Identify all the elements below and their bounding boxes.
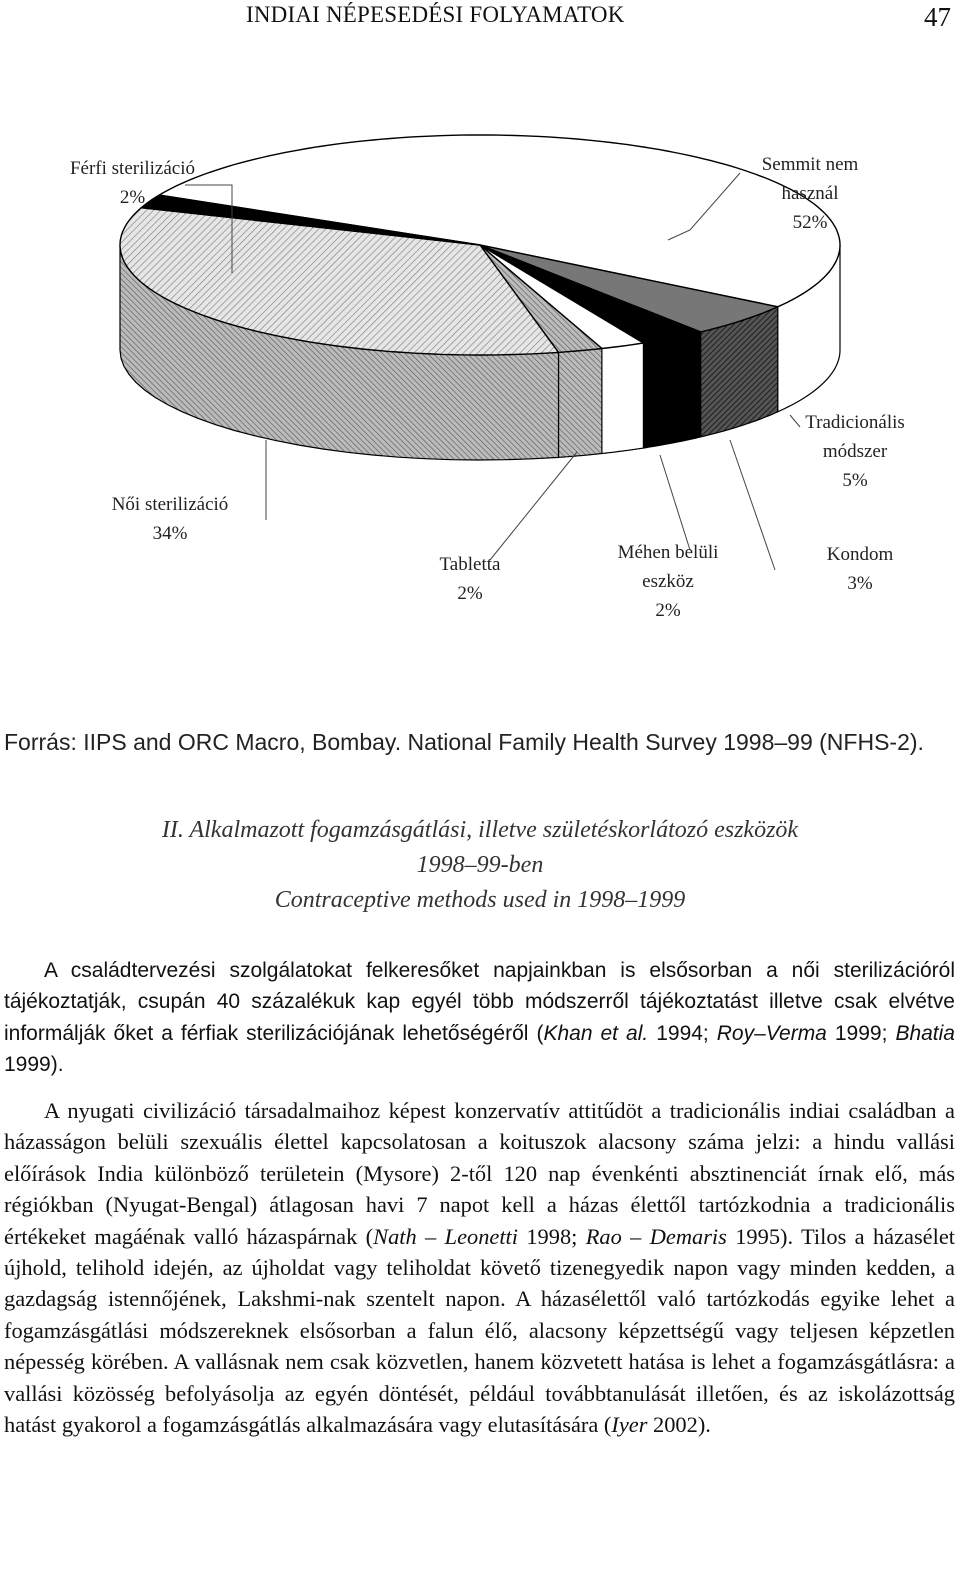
figure-caption-line2: 1998–99-ben	[416, 852, 544, 878]
paragraph-2-mid1: 1998;	[518, 1223, 586, 1249]
leader-line-tabletta	[490, 452, 577, 560]
paragraph-1	[4, 955, 955, 1081]
citation-rao-demaris: Rao – Demaris	[585, 1223, 727, 1249]
pie-side-meheni	[602, 343, 644, 454]
label-ferfi-sterilizacio: Férfi sterilizáció 2%	[69, 158, 196, 208]
label-kondom: Kondom 3%	[826, 544, 894, 594]
figure-caption-line3: Contraceptive methods used in 1998–1999	[274, 887, 686, 913]
paragraph-2-mid2: 1995). Tilos a házasélet újhold, telihold idején, az újholdat vagy teliholdat követő tizenegyedik napon vagy minden kedden, a gazdagság istennőjének, Lakshmi-nak szentelt napon. A házasélettől való tartózkodás egyike lehet a fogamzásgátlási módszereknek elsősorban a falun élő, alacsony képzettségű vagy teljesen képzetlen népesség körében. A vallásnak nem csak közvetlen, hanem közvetett hatása is lehet a fogamzásgátlásra: a vallási közösség befolyásolja az egyén döntését, például továbbtanulását illetően, és az iskolázottság hatást gyakorol a fogamzásgátlás alkalmazására vagy elutasítására (	[4, 1223, 955, 1438]
pie-side-tabletta	[559, 349, 602, 458]
citation-roy-verma: Roy–Verma	[716, 1021, 827, 1045]
paragraph-1-end: 1999).	[4, 1053, 64, 1077]
label-mehen-beluli-eszkoz: Méhen belüli eszköz 2%	[617, 542, 719, 621]
citation-iyer: Iyer	[611, 1412, 648, 1438]
source-note: Forrás: IIPS and ORC Macro, Bombay. National Family Health Survey 1998–99 (NFHS-2).	[4, 729, 924, 755]
page-header	[0, 0, 960, 40]
leader-line-meheni	[660, 455, 690, 550]
running-header-title: INDIAI NÉPESEDÉSI FOLYAMATOK	[246, 2, 625, 27]
page-number: 47	[924, 2, 951, 32]
label-noi-sterilizacio: Női sterilizáció 34%	[111, 494, 229, 544]
figure-caption-line1: II. Alkalmazott fogamzásgátlási, illetve születéskorlátozó eszközök	[161, 817, 799, 843]
label-tradicionalis-modszer: Tradicionális módszer 5%	[805, 412, 905, 491]
paragraph-1-text: A családtervezési szolgálatokat felkeresőket napjainkban is elsősorban a női sterilizációról tájékoztatják, csupán 40 százalékuk kap egyél több módszerről tájékoztatást illetve csak elvétve informálják őket a férfiak sterilizációjának lehetőségéről (	[4, 959, 955, 1045]
paragraph-1-mid1: 1994;	[648, 1021, 717, 1045]
paragraph-2	[4, 1095, 955, 1440]
citation-nath-leonetti: Nath – Leonetti	[373, 1223, 518, 1249]
label-tabletta: Tabletta 2%	[439, 554, 501, 604]
citation-bhatia: Bhatia	[895, 1021, 955, 1045]
paragraph-2-end: 2002).	[647, 1412, 711, 1438]
pie-side-kondom	[643, 332, 700, 448]
paragraph-2-text: A nyugati civilizáció társadalmaihoz képest konzervatív attitűdöt a tradicionális indiai családban a házasságon belüli szexuális élettel kapcsolatosan a koituszok alacsony száma jelzi: a hindu vallási előírások India különböző területein (Mysore) 2-től 120 nap évenkénti absztinenciát írnak elő, más régiókban (Nyugat-Bengal) átlagosan havi 7 napot kell a házas élettől tartózkodnia a tradicionális értékeket magáénak valló házaspárnak (	[4, 1098, 955, 1249]
pie-chart	[0, 130, 960, 640]
paragraph-1-mid2: 1999;	[826, 1021, 896, 1045]
label-semmit-nem-hasznal: Semmit nem használ 52%	[761, 154, 859, 233]
pie-slices	[120, 135, 840, 460]
citation-khan: Khan et al.	[543, 1021, 649, 1045]
